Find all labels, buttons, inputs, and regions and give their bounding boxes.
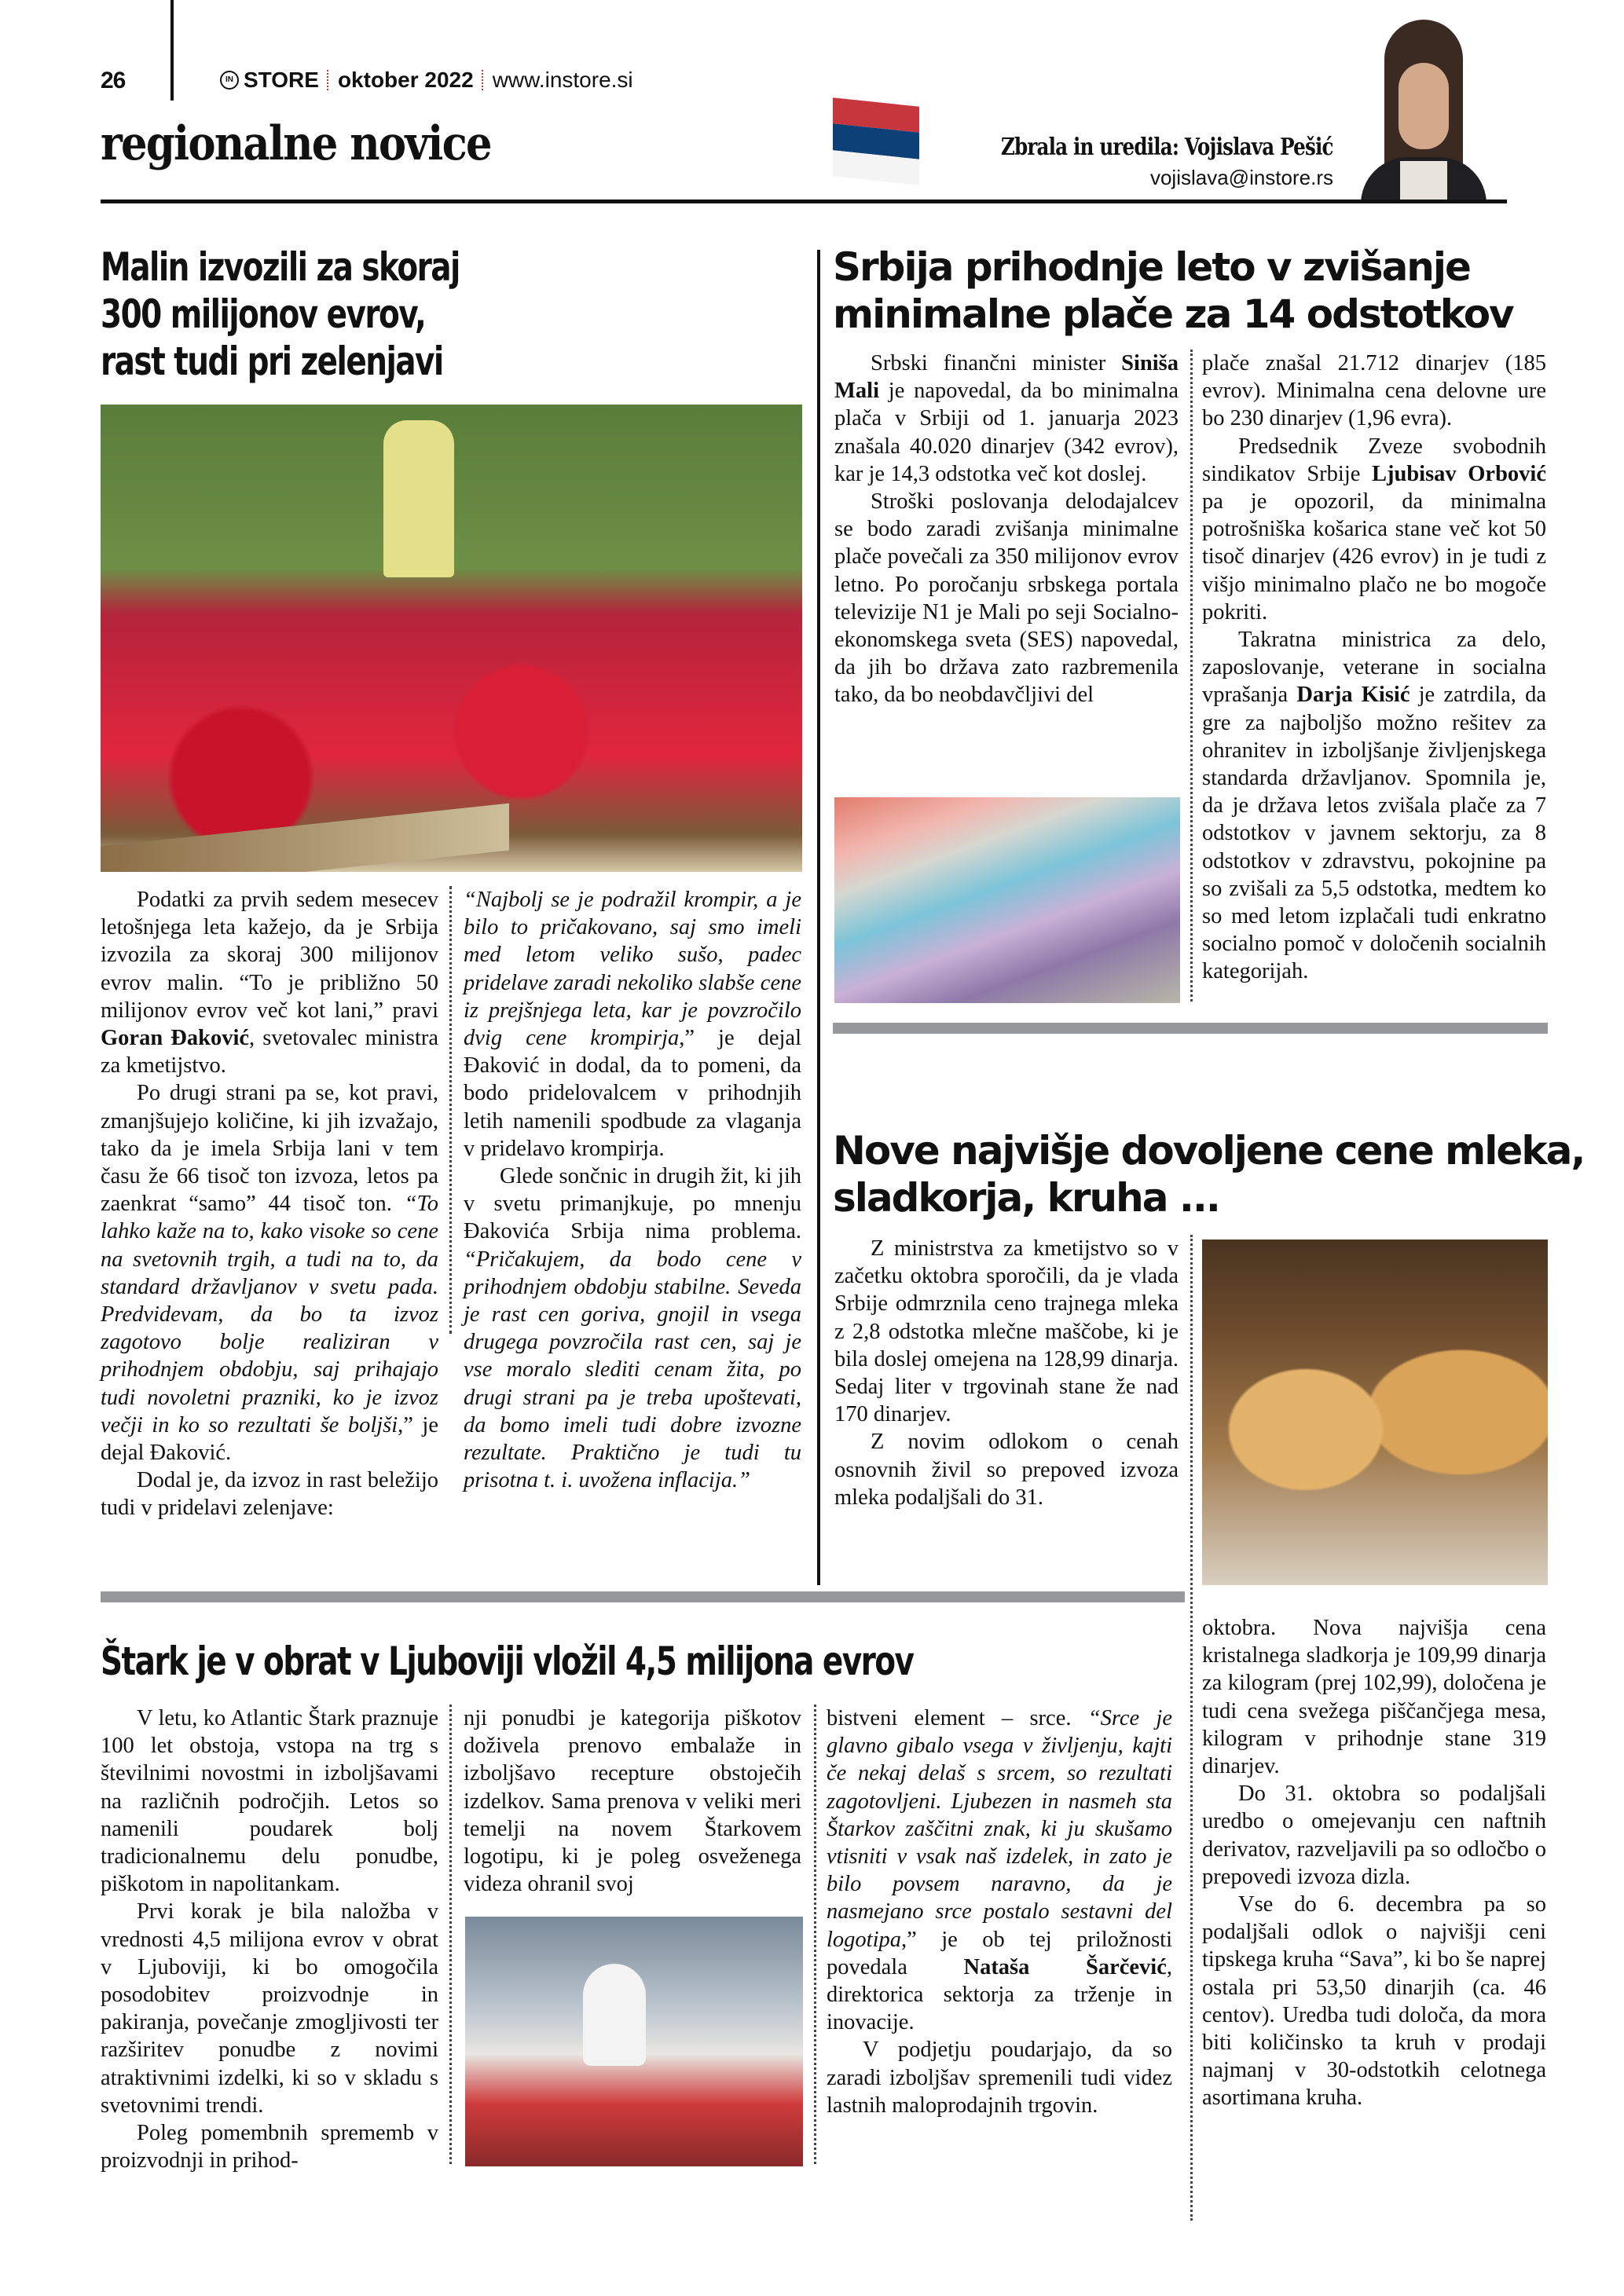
masthead-separator xyxy=(482,70,485,90)
article-minimum-wage-col2 xyxy=(1202,350,1546,986)
paragraph: Do 31. oktobra so podaljšali uredbo o omejevanju cen naftnih derivatov, razveljavili pa so odločbo o prepovedi izvoza dizla. xyxy=(1202,1782,1546,1889)
column-divider xyxy=(1190,1235,1193,2221)
article-headline-minimum-wage xyxy=(833,244,1587,338)
article-divider xyxy=(817,250,820,1585)
publication-logo xyxy=(220,68,319,93)
editor-credit-block xyxy=(928,134,1333,190)
paragraph: V letu, ko Atlantic Štark praznuje 100 let obstoja, vstopa na trg s številnimi novostmi in izboljšavami na različnih področjih. Letos so namenili poudarek bolj tradicionalnemu delu ponudbe, piškotom in napolitankam. xyxy=(101,1706,438,1897)
article-stark-col1 xyxy=(101,1705,438,2174)
article-headline-raspberries xyxy=(101,244,652,385)
article-price-caps-col2 xyxy=(1202,1614,1546,2112)
headline-line: minimalne plače za 14 odstotkov xyxy=(833,291,1513,337)
section-title: regionalne novice xyxy=(101,116,491,171)
column-divider xyxy=(449,1705,452,2164)
paragraph: Glede sončnic in drugih žit, ki jih v svetu primanjkuje, po mnenju Đakovića Srbija nima problema. “Pričakujem, da bodo cene v prihodnjem obdobju stabilne. Seveda je rast cen goriva, gnojil in vsega drugega povzročila rast cen, saj je vse moralo slediti cenam žita, po drugi strani pa je treba upoštevati, da bomo imeli tudi dobre izvozne rezultate. Praktično je tudi tu prisotna t. i. uvožena inflacija.” xyxy=(464,1164,801,1493)
paragraph: Prvi korak je bila naložba v vrednosti 4,5 milijona evrov v obrat v Ljuboviji, ki bo omogočila posodobitev proizvodnje in pakiranja, povečanje zmogljivosti ter razširitev ponudbe z novimi atraktivnimi izdelki, ki so v skladu s svetovnimi trendi. xyxy=(101,1899,438,2118)
header-divider xyxy=(170,0,174,101)
headline-line: Nove najvišje dovoljene cene mleka, xyxy=(833,1128,1585,1174)
column-divider xyxy=(814,1705,816,2164)
paragraph: Predsednik Zveze svobodnih sindikatov Srbije Ljubisav Orbović pa je opozoril, da minimalna potrošniška košarica stane več kot 50 tisoč dinarjev (426 evrov) in je tudi z višjo minimalno plačo ne bo mogoče pokriti. xyxy=(1202,434,1546,624)
header-rule xyxy=(101,200,1507,203)
article-raspberries-col2 xyxy=(464,886,801,1494)
headline-line: 300 milijonov evrov, xyxy=(101,291,426,337)
factory-worker-photo xyxy=(465,1917,803,2166)
headline-line: Srbija prihodnje leto v zvišanje xyxy=(833,244,1470,290)
in-logo-icon: IN xyxy=(220,71,239,90)
column-divider xyxy=(1190,350,1193,1002)
headline-line: rast tudi pri zelenjavi xyxy=(101,339,443,384)
paragraph: “Najbolj se je podražil krompir, a je bilo to pričakovano, saj smo imeli med letom veliko sušo, padec pridelave zaradi nekoliko slabše cene iz prejšnjega leta, kar je povzročilo dvig cene krompirja,” je dejal Đaković in dodal, da to pomeni, da bodo pridelovalcem v prihodnjih letih namenili spodbude za vlaganja v pridelavo krompirja. xyxy=(464,888,801,1161)
masthead xyxy=(220,68,633,93)
section-rule xyxy=(833,1023,1548,1034)
page-number: 26 xyxy=(101,68,126,93)
paragraph: Po drugi strani pa se, kot pravi, zmanjšujejo količine, ki jih izvažajo, tako da je imela Srbija lani v tem času že 66 tisoč ton izvoza, letos pa zaenkrat “samo” 44 tisoč ton. “To lahko kaže na to, kako visoke so cene na svetovnih trgih, a tudi na to, da standard državljanov v svetu pada. Predvidevam, da bo ta izvoz zagotovo bolje realiziran v prihodnjem obdobju, saj prihajajo tudi novoletni prazniki, ko je izvoz večji in ko so rezultati še boljši,” je dejal Đaković. xyxy=(101,1081,439,1466)
article-price-caps-col1 xyxy=(834,1235,1179,1511)
paragraph: Vse do 6. decembra pa so podaljšali odlok o najvišji ceni tipskega kruha “Sava”, ki bo še naprej ostala pri 53,50 dinarjih (ca. 46 centov). Uredba tudi določa, da mora biti količinsko ta kruh v prodaji najmanj v 30-odstotkih celotnega asortimana kruha. xyxy=(1202,1892,1546,2111)
article-stark-col3 xyxy=(827,1705,1172,2119)
paragraph: Podatki za prvih sedem mesecev letošnjega leta kažejo, da je Srbija izvozila za skoraj 300 milijonov evrov malin. “To je približno 50 milijonov evrov več kot lani,” pravi Goran Đaković, svetovalec ministra za kmetijstvo. xyxy=(101,888,438,1078)
article-raspberries-col1 xyxy=(101,886,438,1522)
editor-email[interactable]: vojislava@instore.rs xyxy=(1149,166,1333,189)
column-divider xyxy=(449,886,452,1334)
serbian-flag-icon xyxy=(833,97,919,185)
section-rule xyxy=(101,1591,1185,1602)
editor-credit: Zbrala in uredila: Vojislava Pešić xyxy=(1001,134,1333,161)
article-minimum-wage-col1 xyxy=(834,350,1179,709)
paragraph: V podjetju poudarjajo, da so zaradi izboljšav spremenili tudi videz lastnih maloprodajnih trgovin. xyxy=(827,2038,1172,2118)
serbian-banknotes-photo xyxy=(834,797,1180,1003)
paragraph: Z novim odlokom o cenah osnovnih živil so prepoved izvoza mleka podaljšali do 31. xyxy=(834,1430,1179,1510)
paragraph: Srbski finančni minister Siniša Mali je napovedal, da bo minimalna plača v Srbiji od 1. januarja 2023 znašala 40.020 dinarjev (342 evrov), kar je 14,3 odstotka več kot doslej. xyxy=(834,351,1179,486)
raspberry-harvest-photo xyxy=(101,405,802,872)
publication-name: STORE xyxy=(244,68,319,92)
bread-loaves-photo xyxy=(1202,1240,1548,1585)
paragraph: Takratna ministrica za delo, zaposlovanje, veterane in socialna vprašanja Darja Kisić je zatrdila, da gre za najboljšo možno rešitev za ohranitev in izboljšanje življenjskega standarda državljanov. Spomnila je, da je država letos zvišala plače za 7 odstotkov v javnem sektorju, za 8 odstotkov v zdravstvu, pokojnine pa so zvišali za 5,5 odstotka, medtem ko so med letom izplačali tudi enkratno socialno pomoč v določenih socialnih kategorijah. xyxy=(1202,628,1546,984)
article-headline-stark: Štark je v obrat v Ljuboviji vložil 4,5 milijona evrov xyxy=(101,1639,914,1684)
paragraph: nji ponudbi je kategorija piškotov doživela prenovo embalaže in izboljšavo recepture obstoječih izdelkov. Sama prenova v veliki meri temelji na novem Štarkovem logotipu, ki je poleg osveženega videza ohranil svoj xyxy=(464,1706,801,1897)
paragraph: Stroški poslovanja delodajalcev se bodo zaradi zvišanja minimalne plače povečali za 350 milijonov evrov letno. Po poročanju srbskega portala televizije N1 je Mali po seji Socialno-ekonomskega sveta (SES) napovedal, da jih bo država zato razbremenila tako, da bo neobdavčljivi del xyxy=(834,489,1179,708)
paragraph: plače znašal 21.712 dinarjev (185 evrov). Minimalna cena delovne ure bo 230 dinarjev (1,96 evra). xyxy=(1202,351,1546,431)
website-link[interactable]: www.instore.si xyxy=(492,68,633,92)
paragraph: Dodal je, da izvoz in rast beležijo tudi v pridelavi zelenjave: xyxy=(101,1468,438,1521)
issue-date: oktober 2022 xyxy=(337,68,474,92)
paragraph: bistveni element – srce. “Srce je glavno gibalo vsega v življenju, kajti če nekaj delaš s srcem, so rezultati zagotovljeni. Ljubezen in nasmeh sta Štarkov zaščitni znak, ki ju skušamo vtisniti v vsak naš izdelek, in zato je bilo povsem naravno, da je nasmejano srce postalo sestavni del logotipa,” je ob tej priložnosti povedala Nataša Šarčević, direktorica sektorja za trženje in inovacije. xyxy=(827,1706,1172,2035)
masthead-separator xyxy=(327,70,330,90)
headline-line: Malin izvozili za skoraj xyxy=(101,244,460,290)
headline-line: sladkorja, kruha ... xyxy=(833,1175,1219,1221)
paragraph: oktobra. Nova najvišja cena kristalnega sladkorja je 109,99 dinarja za kilogram (prej 102,99), določena je tudi cena svežega piščančjega mesa, kilogram v prihodnje stane 319 dinarjev. xyxy=(1202,1616,1546,1779)
paragraph: Poleg pomembnih sprememb v proizvodnji in prihod- xyxy=(101,2121,438,2173)
editor-avatar xyxy=(1345,20,1502,202)
article-headline-price-caps xyxy=(833,1127,1587,1221)
paragraph: Z ministrstva za kmetijstvo so v začetku oktobra sporočili, da je vlada Srbije odmrznila ceno trajnega mleka z 2,8 odstotka mlečne maščobe, ki je bila doslej omejena na 128,99 dinarja. Sedaj liter v trgovinah stane že nad 170 dinarjev. xyxy=(834,1236,1179,1427)
article-stark-col2 xyxy=(464,1705,801,1898)
